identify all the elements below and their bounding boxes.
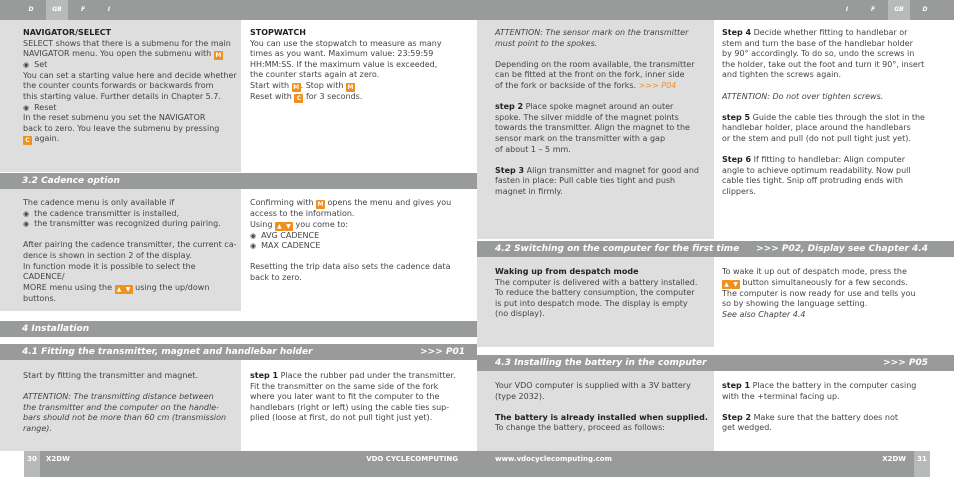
set-bullet: ◉ Set bbox=[23, 60, 238, 71]
footer-left bbox=[40, 451, 477, 477]
switching-right-text: To wake it up out of despatch mode, press the ▲ ▼ button simultaneously for a few seconds. The computer is now ready for use and tells you so by showing the language setting. See also Chapter 4.4 bbox=[722, 267, 916, 319]
battery-right-text: step 1 Place the battery in the computer casing with the +terminal facing up. Step 2 Make sure that the battery does not get wedged. bbox=[722, 381, 917, 433]
m-key-icon: M bbox=[317, 201, 324, 208]
lang-tab-gb: GB bbox=[46, 0, 68, 20]
page-number-left: 30 bbox=[24, 451, 40, 477]
lang-tab-f: F bbox=[80, 6, 86, 13]
lang-tab-gb: GB bbox=[888, 0, 910, 20]
footer-url: www.vdocyclecomputing.com bbox=[495, 455, 612, 463]
lang-tab-i: I bbox=[107, 6, 111, 13]
lang-tab-f: F bbox=[870, 6, 876, 13]
stopwatch-section: STOPWATCH You can use the stopwatch to measure as many times as you want. Maximum value: 23:59:59 HH:MM:SS. If the maximum value is exceeded, the counter starts again at zero. Start with M . Stop with M Reset with C for 3 seconds. bbox=[250, 28, 465, 103]
navigator-section: NAVIGATOR/SELECT SELECT shows that there is a submenu for the main NAVIGATOR menu. You open the submenu with M ◉ Set You can set a starting value here and decide whether the counter counts forwards or backwards from this starting value. Further details in Chapter 5.7. ◉ Reset In the reset submenu you set the NAVIGATOR back to zero. You leave the submenu by pressing C again. bbox=[23, 28, 238, 145]
lang-tab-i: I bbox=[845, 6, 849, 13]
down-key-icon: ▼ bbox=[731, 280, 740, 289]
footer-right bbox=[477, 451, 914, 477]
navigator-text: SELECT shows that there is a submenu for the main bbox=[23, 38, 231, 48]
c-key-icon: C bbox=[294, 94, 303, 103]
cadence-header: 3.2 Cadence option bbox=[0, 173, 477, 189]
up-key-icon: ▲ bbox=[275, 222, 284, 231]
navigator-title: NAVIGATOR/SELECT bbox=[23, 28, 112, 37]
up-key-icon: ▲ bbox=[115, 285, 124, 294]
down-key-icon: ▼ bbox=[284, 222, 293, 231]
m-key-icon: M bbox=[293, 83, 300, 91]
cadence-right-text: Confirming with M opens the menu and gives you access to the information. Using ▲ ▼ you come to: ◉ AVG CADENCE ◉ MAX CADENCE Resetting the trip data also sets the cadence data back to zero. bbox=[250, 198, 465, 284]
footer-model: X2DW bbox=[46, 455, 70, 463]
up-key-icon: ▲ bbox=[722, 280, 731, 289]
installation-header: 4 Installation bbox=[0, 321, 477, 337]
fitting-right-text: step 1 Place the rubber pad under the transmitter. Fit the transmitter on the same side of the fork where you later want to fit the computer to the handlebars (right or left) using the cable ties sup- plied (loose at first, do not pull tight just yet). bbox=[250, 371, 456, 423]
m-key-icon: M bbox=[215, 52, 222, 60]
battery-header: 4.3 Installing the battery in the computer >>> P05 bbox=[477, 355, 954, 371]
transmitter-left-text: ATTENTION: The sensor mark on the transmitter must point to the spokes. Depending on the room available, the transmitter can be fitted at the front on the fork, inner side of the fork or backside of the forks. >>> P04 step 2 Place spoke magnet around an outer spoke. The silver middle of the magnet points towards the transmitter. Align the magnet to the sensor mark on the transmitter with a gap of about 1 – 5 mm. Step 3 Align transmitter and magnet for good and fasten in place: Pull cable ties tight and push magnet in firmly. bbox=[495, 28, 699, 196]
page-number-right: 31 bbox=[914, 451, 930, 477]
fitting-left-text: Start by fitting the transmitter and magnet. ATTENTION: The transmitting distance between the transmitter and the computer on the handle- bars should not be more than 60 cm (transmission range). bbox=[23, 371, 227, 433]
fitting-ref: >>> P01 bbox=[420, 347, 465, 357]
footer-brand: VDO CYCLECOMPUTING bbox=[366, 455, 458, 463]
switching-ref: >>> P02, Display see Chapter 4.4 bbox=[756, 244, 928, 254]
right-page bbox=[477, 0, 954, 477]
footer-model: X2DW bbox=[882, 455, 906, 463]
battery-ref: >>> P05 bbox=[883, 358, 928, 368]
fitting-header: 4.1 Fitting the transmitter, magnet and handlebar holder >>> P01 bbox=[0, 344, 477, 360]
c-key-icon: C bbox=[23, 136, 32, 145]
battery-left-text: Your VDO computer is supplied with a 3V battery (type 2032). The battery is already installed when supplied. To change the battery, proceed as follows: bbox=[495, 381, 708, 433]
stopwatch-title: STOPWATCH bbox=[250, 28, 306, 37]
down-key-icon: ▼ bbox=[124, 285, 133, 294]
reset-bullet: ◉ Reset bbox=[23, 103, 238, 114]
switching-left-text: Waking up from despatch mode The computer is delivered with a battery installed. To reduce the battery consumption, the computer is put into despatch mode. The display is empty (no display). bbox=[495, 267, 698, 319]
switching-header: 4.2 Switching on the computer for the first time >>> P02, Display see Chapter 4.4 bbox=[477, 241, 954, 257]
lang-tab-d: D bbox=[922, 6, 928, 13]
lang-tab-d: D bbox=[28, 6, 34, 13]
transmitter-right-text: Step 4 Decide whether fitting to handlebar or stem and turn the base of the handlebar holder by 90° accordingly. To do so, undo the screws in the holder, take out the foot and turn it 90°, insert and tighten the screws again. ATTENTION: Do not over tighten screws. step 5 Guide the cable ties through the slot in the handlebar holder, place around the handlebars or the stem and pull (do not pull tight just yet). Step 6 If fitting to handlebar: Align computer angle to achieve optimum readability. Now pull cable ties tight. Snip off protruding ends with clippers. bbox=[722, 28, 925, 196]
m-key-icon: M bbox=[347, 83, 354, 91]
ref-p04: >>> P04 bbox=[638, 80, 677, 90]
cadence-left-text: The cadence menu is only available if ◉ the cadence transmitter is installed, ◉ the transmitter was recognized during pairing. After pairing the cadence transmitter, the current ca- dence is shown in section 2 of the display. In function mode it is possible to select the CADENCE/ MORE menu using the ▲ ▼ using the up/down buttons. bbox=[23, 198, 238, 304]
